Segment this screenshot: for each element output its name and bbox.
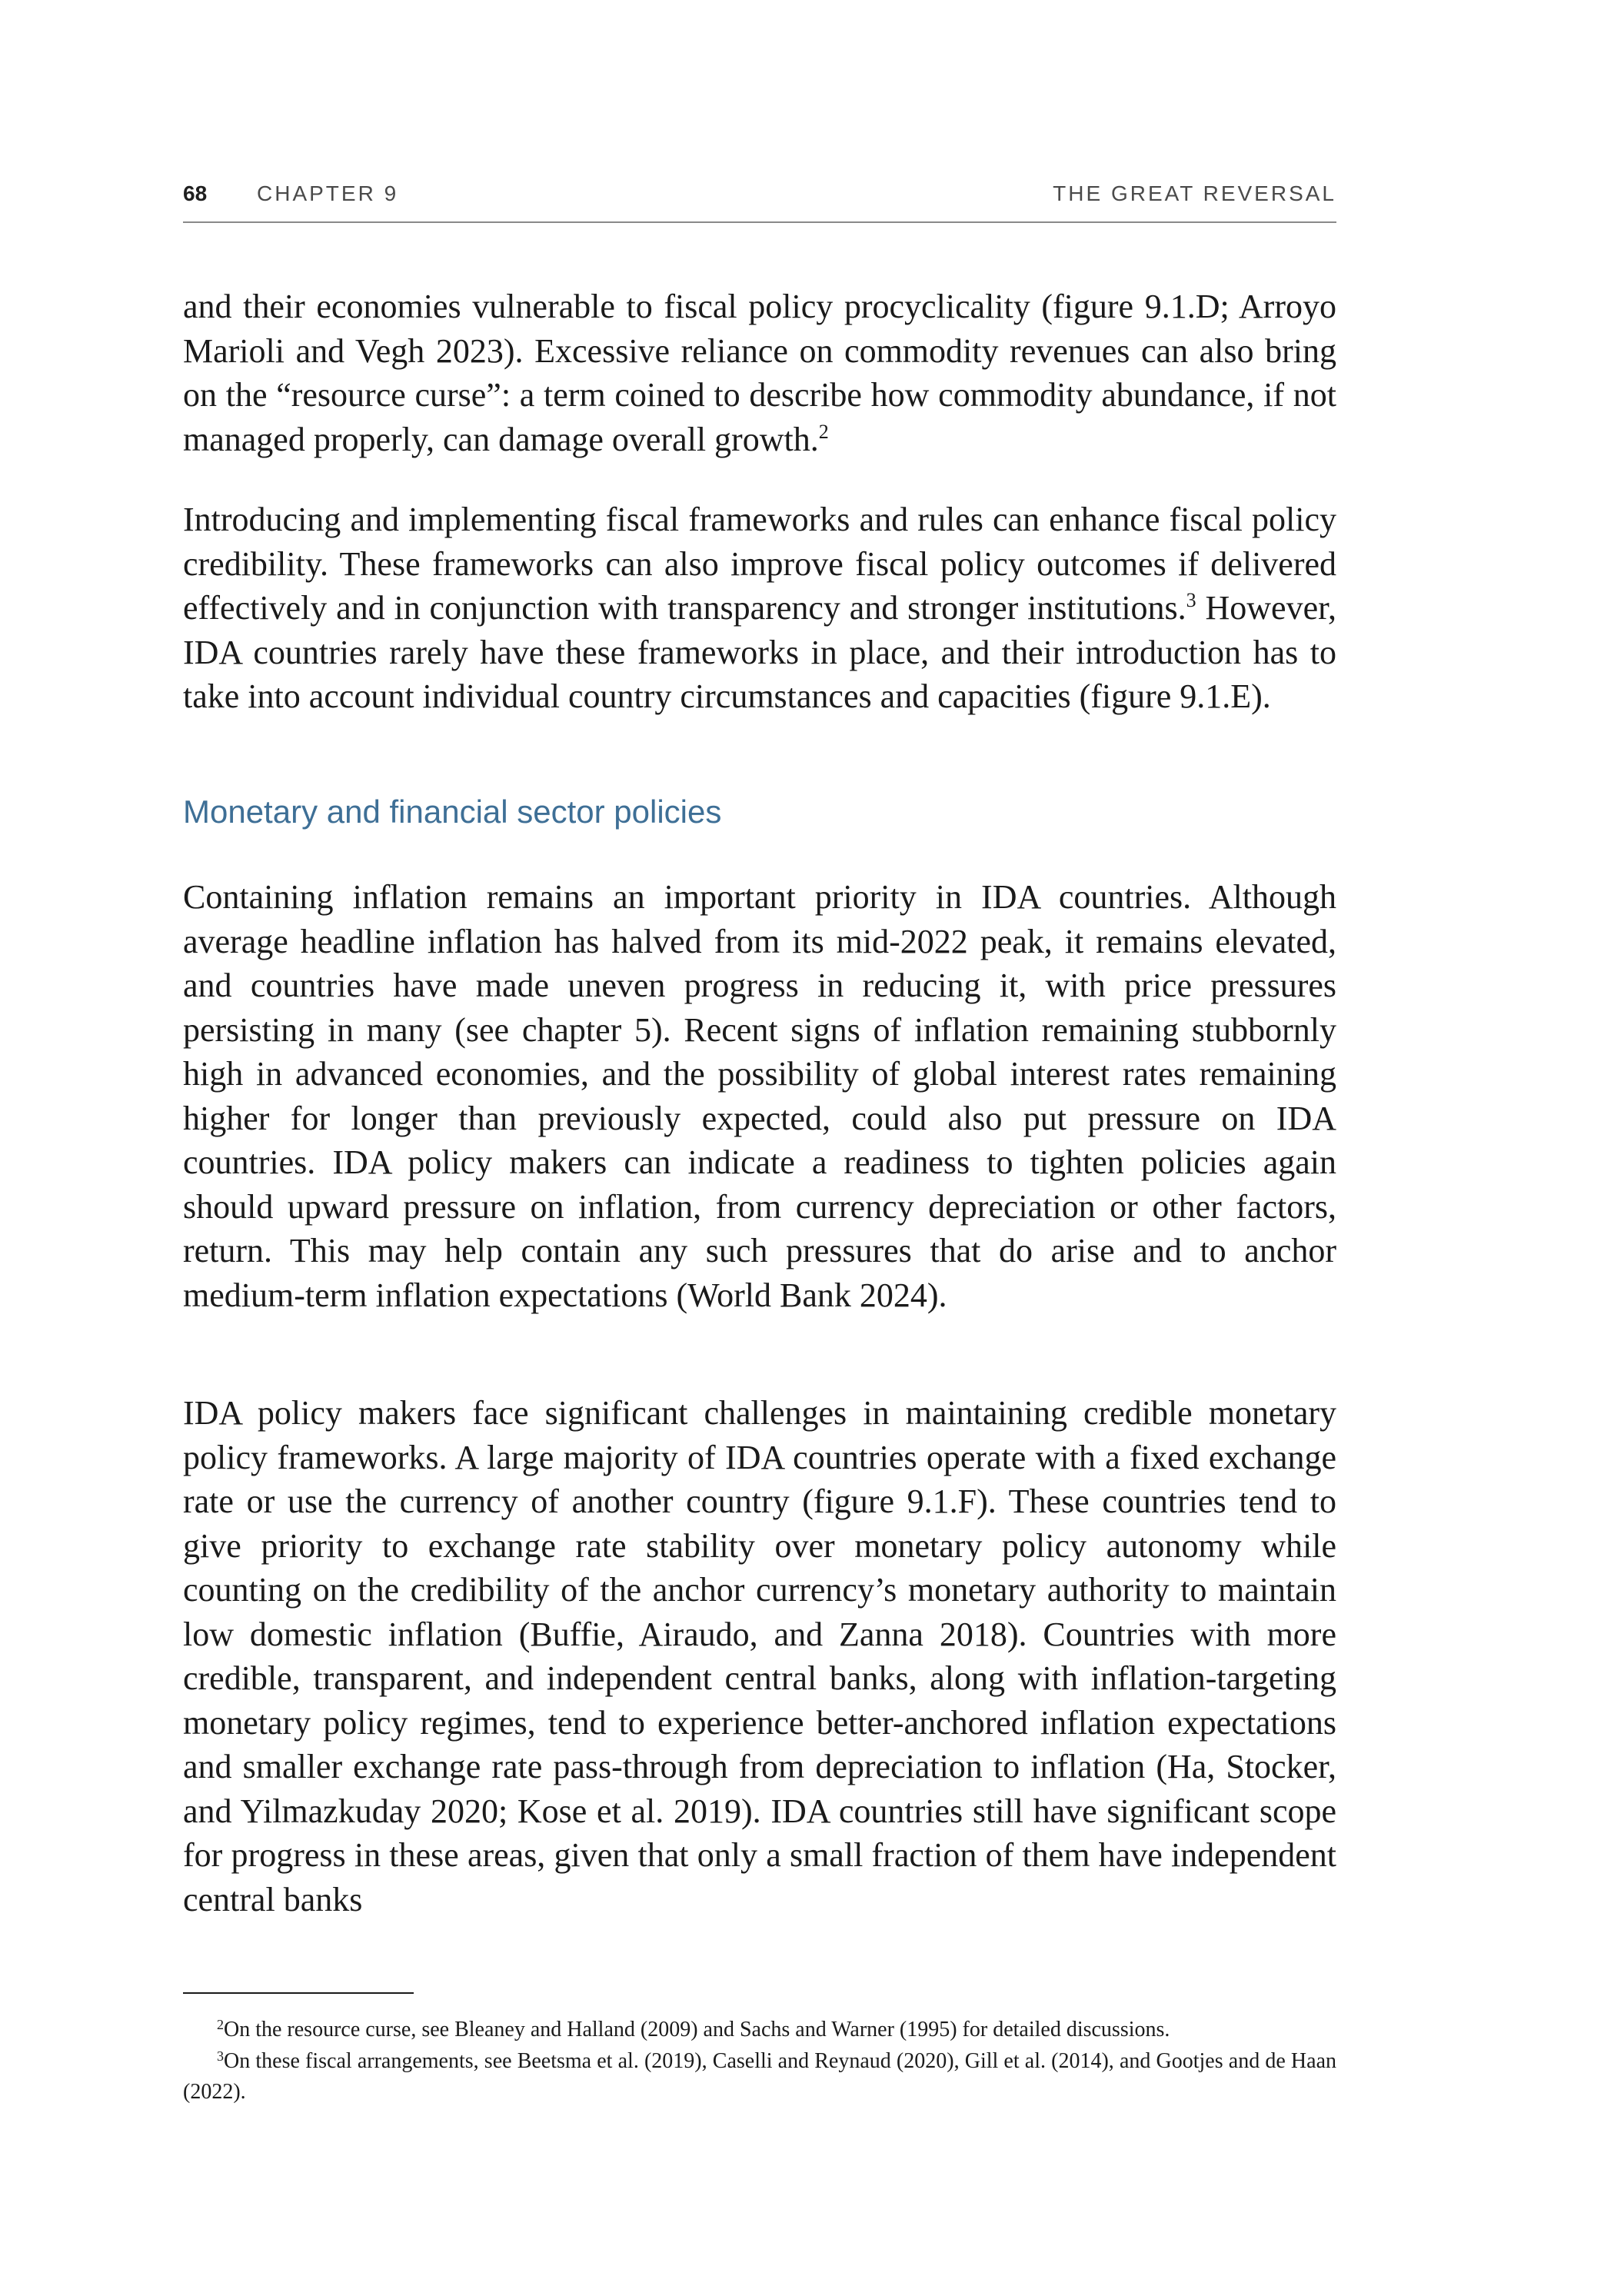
paragraph-text: and their economies vulnerable to fiscal policy procyclicality (figure 9.1.D; Arroyo Marioli and Vegh 2023). Excessive reliance on commodity revenues can also bring on the “resource curse”: a term coined to describe how commodity abundance, if not managed properly, can damage overall growth. [183,288,1336,458]
paragraph-inflation [183,875,1336,1317]
paragraph-fiscal-frameworks [183,497,1336,719]
page-number: 68 [183,181,208,205]
paragraph-text-continued: However, IDA countries rarely have these frameworks in place, and their introduction has to take into account individual country circumstances and capacities (figure 9.1.E). [183,589,1336,715]
footnote-ref-3[interactable]: 3 [1186,589,1196,611]
footnote-divider [183,1992,414,1994]
paragraph-fiscal-procyclicality [183,285,1336,461]
paragraph-text: Introducing and implementing fiscal frameworks and rules can enhance fiscal policy credibility. These frameworks can also improve fiscal policy outcomes if delivered effectively and in conjunction with transparency and stronger institutions. [183,501,1336,627]
footnote-marker: 2 [217,2017,224,2032]
footnote-text: On the resource curse, see Bleaney and Halland (2009) and Sachs and Warner (1995) for detailed discussions. [224,2018,1170,2041]
footnote-ref-2[interactable]: 2 [818,420,829,443]
footnote-2 [183,2015,1336,2045]
section-heading: Monetary and financial sector policies [183,794,722,830]
paragraph-text: Containing inflation remains an important priority in IDA countries. Although average headline inflation has halved from its mid-2022 peak, it remains elevated, and countries have made uneven progress in reducing it, with price pressures persisting in many (see chapter 5). Recent signs of inflation remaining stubbornly high in advanced economies, and the possibility of global interest rates remaining higher for longer than previously expected, could also put pressure on IDA countries. IDA policy makers can indicate a readiness to tighten policies again should upward pressure on inflation, from currency depreciation or other factors, return. This may help contain any such pressures that do arise and to anchor medium-term inflation expectations (World Bank 2024). [183,878,1336,1314]
paragraph-text: IDA policy makers face significant challenges in maintaining credible monetary policy frameworks. A large majority of IDA countries operate with a fixed exchange rate or use the currency of another country (figure 9.1.F). These countries tend to give priority to exchange rate stability over monetary policy autonomy while counting on the credibility of the anchor currency’s monetary authority to maintain low domestic inflation (Buffie, Airaudo, and Zanna 2018). Countries with more credible, transparent, and independent central banks, along with inflation-targeting monetary policy regimes, tend to experience better-anchored inflation expectations and smaller exchange rate pass-through from depreciation to inflation (Ha, Stocker, and Yilmazkuday 2020; Kose et al. 2019). IDA countries still have significant scope for progress in these areas, given that only a small fraction of them have independent central banks [183,1394,1336,1918]
running-head [183,175,1336,223]
footnote-3 [183,2046,1336,2108]
book-title: THE GREAT REVERSAL [1053,181,1336,205]
chapter-label: CHAPTER 9 [257,181,399,205]
footnote-marker: 3 [217,2048,224,2064]
footnote-text: On these fiscal arrangements, see Beetsma et al. (2019), Caselli and Reynaud (2020), Gill et al. (2014), and Gootjes and de Haan (2022). [183,2049,1336,2104]
paragraph-monetary-frameworks [183,1391,1336,1922]
